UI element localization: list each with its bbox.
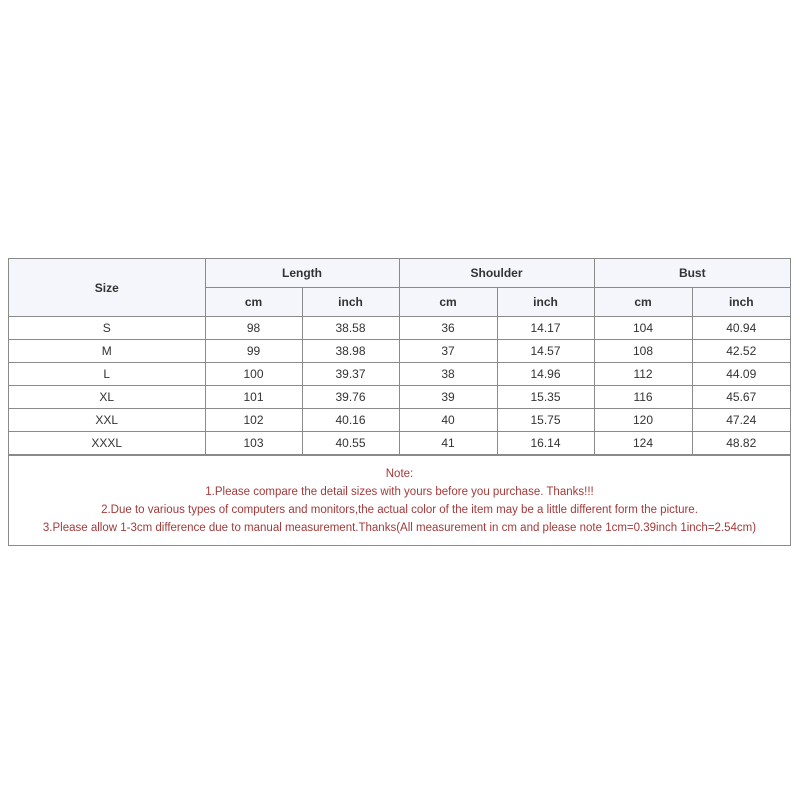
- table-cell: 41: [399, 432, 497, 455]
- note-line: 3.Please allow 1-3cm difference due to manual measurement.Thanks(All measurement in cm and please note 1cm=0.39inch 1inch=2.54cm): [42, 521, 757, 534]
- table-cell: 40: [399, 409, 497, 432]
- table-row: [9, 317, 790, 340]
- table-cell: 14.96: [497, 363, 594, 386]
- table-cell: 40.55: [302, 432, 399, 455]
- size-cell: XL: [9, 386, 205, 409]
- table-cell: 40.94: [692, 317, 790, 340]
- header-row-groups: [9, 259, 790, 288]
- unit-header: inch: [497, 288, 594, 317]
- size-header: Size: [9, 259, 205, 317]
- table-cell: 38.58: [302, 317, 399, 340]
- size-table: [9, 259, 790, 455]
- notes-section: [9, 455, 790, 545]
- table-cell: 120: [594, 409, 692, 432]
- table-cell: 15.75: [497, 409, 594, 432]
- table-row: [9, 409, 790, 432]
- table-cell: 98: [205, 317, 302, 340]
- table-cell: 39: [399, 386, 497, 409]
- size-cell: L: [9, 363, 205, 386]
- note-line: 1.Please compare the detail sizes with yours before you purchase. Thanks!!!: [205, 485, 594, 498]
- table-cell: 37: [399, 340, 497, 363]
- note-line: 2.Due to various types of computers and monitors,the actual color of the item may be a little different form the picture.: [101, 503, 698, 516]
- table-cell: 124: [594, 432, 692, 455]
- table-cell: 16.14: [497, 432, 594, 455]
- table-cell: 40.16: [302, 409, 399, 432]
- bust-header: Bust: [594, 259, 790, 288]
- table-cell: 102: [205, 409, 302, 432]
- table-cell: 100: [205, 363, 302, 386]
- size-chart: [8, 258, 791, 546]
- unit-header: cm: [205, 288, 302, 317]
- table-cell: 38.98: [302, 340, 399, 363]
- table-row: [9, 340, 790, 363]
- table-cell: 14.57: [497, 340, 594, 363]
- table-cell: 14.17: [497, 317, 594, 340]
- size-cell: M: [9, 340, 205, 363]
- table-cell: 112: [594, 363, 692, 386]
- size-cell: XXXL: [9, 432, 205, 455]
- table-cell: 116: [594, 386, 692, 409]
- table-cell: 38: [399, 363, 497, 386]
- table-cell: 44.09: [692, 363, 790, 386]
- table-cell: 104: [594, 317, 692, 340]
- unit-header: inch: [302, 288, 399, 317]
- table-cell: 48.82: [692, 432, 790, 455]
- unit-header: cm: [399, 288, 497, 317]
- table-row: [9, 363, 790, 386]
- table-cell: 39.76: [302, 386, 399, 409]
- unit-header: cm: [594, 288, 692, 317]
- length-header: Length: [205, 259, 399, 288]
- shoulder-header: Shoulder: [399, 259, 594, 288]
- unit-header: inch: [692, 288, 790, 317]
- table-cell: 39.37: [302, 363, 399, 386]
- table-cell: 99: [205, 340, 302, 363]
- note-title: Note:: [385, 467, 414, 480]
- table-row: [9, 386, 790, 409]
- table-cell: 36: [399, 317, 497, 340]
- size-cell: XXL: [9, 409, 205, 432]
- table-cell: 47.24: [692, 409, 790, 432]
- table-row: [9, 432, 790, 455]
- table-cell: 42.52: [692, 340, 790, 363]
- table-cell: 103: [205, 432, 302, 455]
- table-cell: 15.35: [497, 386, 594, 409]
- table-cell: 45.67: [692, 386, 790, 409]
- table-cell: 101: [205, 386, 302, 409]
- table-cell: 108: [594, 340, 692, 363]
- size-cell: S: [9, 317, 205, 340]
